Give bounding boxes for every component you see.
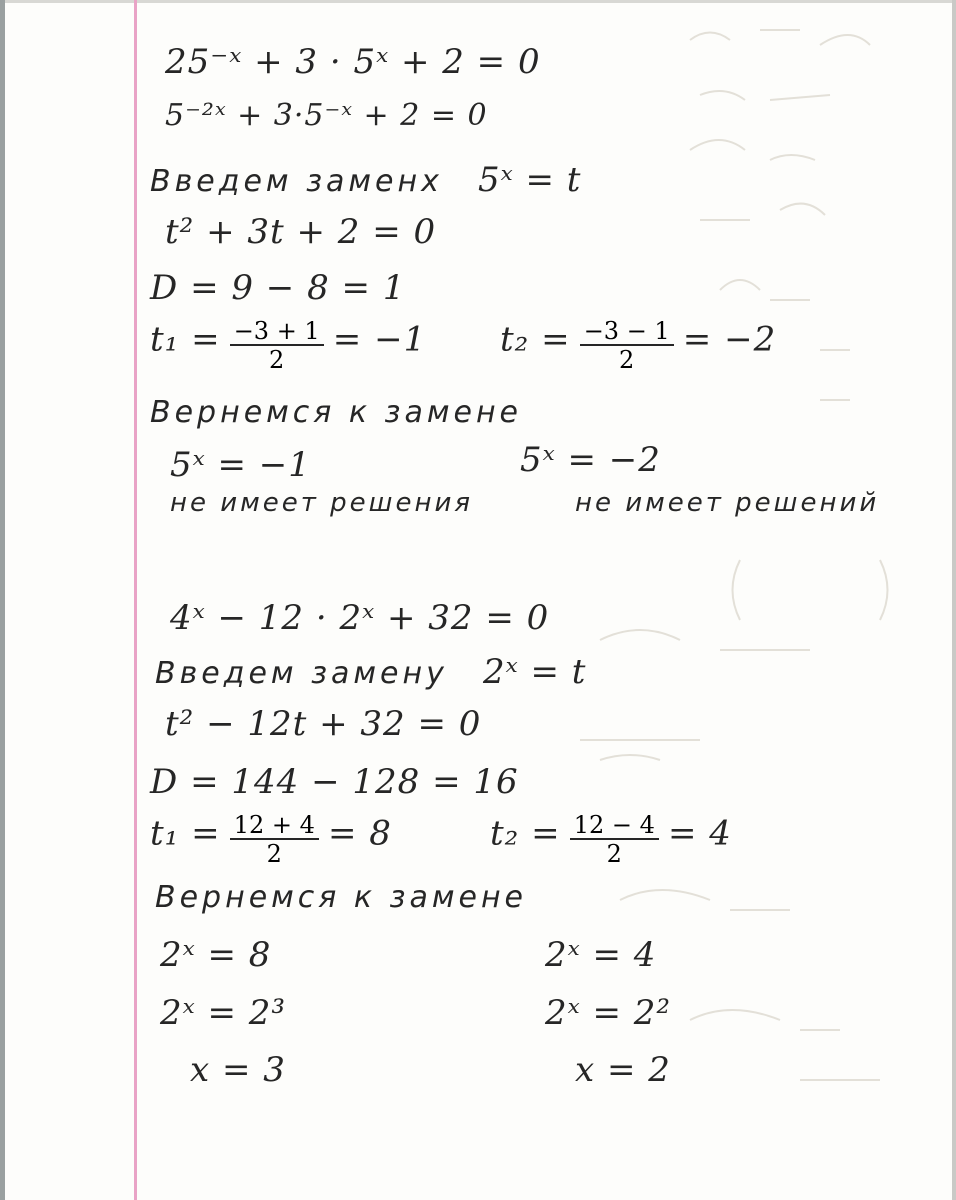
root-t2-block-2 xyxy=(490,812,732,868)
return-substitution-1: Вернемся к замене xyxy=(150,395,523,430)
discriminant-1: D = 9 − 8 = 1 xyxy=(150,268,406,308)
substitution-text: Введем заменх xyxy=(150,164,443,199)
substitution-text-2: Введем замену xyxy=(155,656,448,691)
t1-label-2: t₁ = xyxy=(150,813,221,854)
t2-denominator-2: 2 xyxy=(606,840,622,868)
substitution-expr-2: 2ˣ = t xyxy=(482,652,587,692)
eq-line-1: 25⁻ˣ + 3 · 5ˣ + 2 = 0 xyxy=(165,42,541,82)
root-t2-block-1 xyxy=(500,318,776,374)
t1-numerator: −3 + 1 xyxy=(230,318,324,346)
eq-line-3: 4ˣ − 12 · 2ˣ + 32 = 0 xyxy=(170,598,550,638)
t2-denominator: 2 xyxy=(619,346,635,374)
t1-fraction-2 xyxy=(230,812,319,868)
case-a-step-1: 2ˣ = 8 xyxy=(160,935,272,975)
t1-denominator-2: 2 xyxy=(266,840,282,868)
substitution-intro-2 xyxy=(155,652,586,692)
t2-label-2: t₂ = xyxy=(490,813,561,854)
t1-result-2: = 8 xyxy=(327,813,392,854)
case-a-step-2: 2ˣ = 2³ xyxy=(160,993,287,1033)
t1-result: = −1 xyxy=(332,319,427,360)
case-1: 5ˣ = −1 xyxy=(170,445,311,485)
t2-fraction-2 xyxy=(570,812,659,868)
discriminant-2: D = 144 − 128 = 16 xyxy=(150,762,519,802)
t2-label: t₂ = xyxy=(500,319,571,360)
t1-fraction xyxy=(230,318,324,374)
t1-denominator: 2 xyxy=(269,346,285,374)
eq-line-2: 5⁻²ˣ + 3·5⁻ˣ + 2 = 0 xyxy=(165,98,488,133)
no-solution-note-2: не имеет решений xyxy=(575,488,880,518)
root-t1-block-1 xyxy=(150,318,426,374)
t2-numerator: −3 − 1 xyxy=(580,318,674,346)
substitution-expr: 5ˣ = t xyxy=(477,160,582,200)
t1-label: t₁ = xyxy=(150,319,221,360)
case-a-answer: x = 3 xyxy=(190,1050,286,1090)
root-t1-block-2 xyxy=(150,812,392,868)
return-substitution-2: Вернемся к замене xyxy=(155,880,528,915)
no-solution-note-1: не имеет решения xyxy=(170,488,473,518)
case-2: 5ˣ = −2 xyxy=(520,440,661,480)
t2-fraction xyxy=(580,318,674,374)
t2-result-2: = 4 xyxy=(667,813,732,854)
case-b-step-2: 2ˣ = 2² xyxy=(545,993,672,1033)
quadratic-eq-2: t² − 12t + 32 = 0 xyxy=(165,704,482,744)
quadratic-eq-1: t² + 3t + 2 = 0 xyxy=(165,212,437,252)
substitution-intro-1 xyxy=(150,160,581,200)
t2-numerator-2: 12 − 4 xyxy=(570,812,659,840)
t1-numerator-2: 12 + 4 xyxy=(230,812,319,840)
case-b-answer: x = 2 xyxy=(575,1050,671,1090)
case-b-step-1: 2ˣ = 4 xyxy=(545,935,657,975)
t2-result: = −2 xyxy=(682,319,777,360)
